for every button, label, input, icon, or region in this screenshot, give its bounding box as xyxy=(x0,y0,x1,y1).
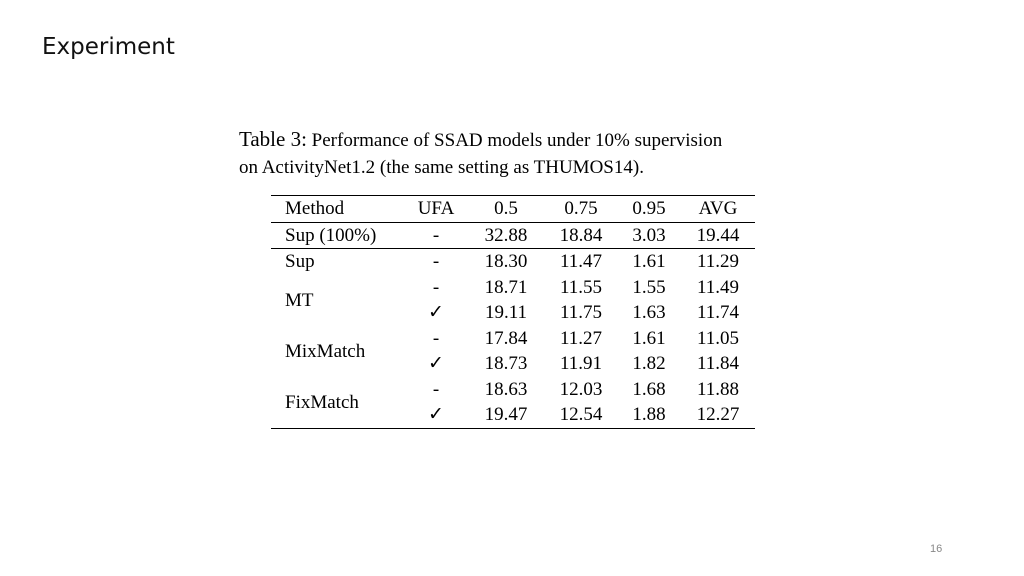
method-cell: FixMatch xyxy=(285,391,359,413)
value-cell: 12.03 xyxy=(559,378,603,400)
value-cell: 1.55 xyxy=(632,276,666,298)
value-cell: 11.55 xyxy=(559,276,603,298)
header-0-5: 0.5 xyxy=(494,198,518,220)
table-header-row xyxy=(271,196,755,223)
value-cell: 32.88 xyxy=(484,224,528,246)
header-ufa: UFA xyxy=(417,198,455,220)
ufa-cell: - xyxy=(432,251,440,273)
ufa-cell: - xyxy=(432,378,440,400)
value-cell: 11.49 xyxy=(696,276,740,298)
ufa-cell: - xyxy=(432,224,440,246)
value-cell: 18.73 xyxy=(484,353,528,375)
ufa-cell: - xyxy=(432,276,440,298)
value-cell: 12.27 xyxy=(696,404,740,426)
results-table xyxy=(271,195,755,429)
caption-line-2: on ActivityNet1.2 (the same setting as THUMOS14). xyxy=(239,157,644,178)
checkmark-icon: ✓ xyxy=(428,301,444,324)
table-row xyxy=(271,326,755,352)
value-cell: 11.29 xyxy=(696,251,740,273)
method-cell: Sup (100%) xyxy=(285,224,377,246)
value-cell: 1.61 xyxy=(632,251,666,273)
page-number: 16 xyxy=(930,543,943,555)
header-0-75: 0.75 xyxy=(564,198,598,220)
value-cell: 11.91 xyxy=(559,353,603,375)
value-cell: 18.84 xyxy=(559,224,603,246)
header-method: Method xyxy=(285,198,345,220)
caption-line-1: Performance of SSAD models under 10% supervision xyxy=(311,130,723,151)
table-row xyxy=(271,249,755,275)
caption-label: Table 3: xyxy=(239,127,307,151)
value-cell: 11.88 xyxy=(696,378,740,400)
value-cell: 11.75 xyxy=(559,302,603,324)
value-cell: 11.27 xyxy=(559,327,603,349)
table-row xyxy=(271,377,755,403)
method-cell: MT xyxy=(285,289,314,311)
value-cell: 17.84 xyxy=(484,327,528,349)
value-cell: 19.44 xyxy=(696,224,740,246)
checkmark-icon: ✓ xyxy=(428,352,444,375)
value-cell: 18.63 xyxy=(484,378,528,400)
value-cell: 1.82 xyxy=(632,353,666,375)
ufa-cell: - xyxy=(432,327,440,349)
checkmark-icon: ✓ xyxy=(428,403,444,426)
value-cell: 1.63 xyxy=(632,302,666,324)
value-cell: 1.61 xyxy=(632,327,666,349)
value-cell: 19.11 xyxy=(484,302,528,324)
table-row xyxy=(271,222,755,249)
table-caption xyxy=(239,126,799,181)
value-cell: 19.47 xyxy=(484,404,528,426)
slide-title: Experiment xyxy=(42,34,175,60)
value-cell: 12.54 xyxy=(559,404,603,426)
method-cell: MixMatch xyxy=(285,340,366,362)
value-cell: 18.71 xyxy=(484,276,528,298)
value-cell: 1.88 xyxy=(632,404,666,426)
value-cell: 11.05 xyxy=(696,327,740,349)
value-cell: 3.03 xyxy=(632,224,666,246)
value-cell: 11.47 xyxy=(559,251,603,273)
method-cell: Sup xyxy=(285,251,315,273)
table-row xyxy=(271,275,755,301)
header-avg: AVG xyxy=(698,198,738,220)
value-cell: 11.74 xyxy=(696,302,740,324)
value-cell: 1.68 xyxy=(632,378,666,400)
value-cell: 11.84 xyxy=(696,353,740,375)
header-0-95: 0.95 xyxy=(632,198,666,220)
value-cell: 18.30 xyxy=(484,251,528,273)
